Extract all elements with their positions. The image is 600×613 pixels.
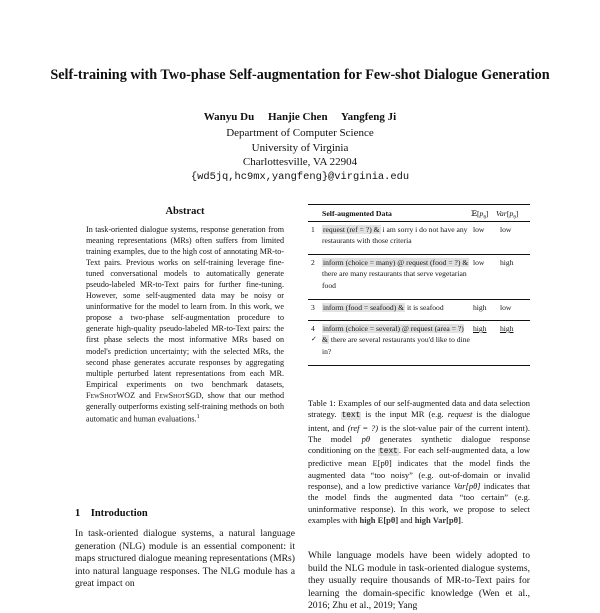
table-row bbox=[308, 222, 530, 254]
row-mean: low bbox=[473, 225, 485, 234]
row-mean: high bbox=[473, 303, 487, 312]
caption-text: Examples of our self-augmented data and data selection strategy. bbox=[308, 398, 530, 420]
section-title: Introduction bbox=[90, 508, 148, 519]
caption-text: generates synthetic dialogue response conditioning on the bbox=[308, 433, 530, 456]
row-mean: high bbox=[473, 324, 487, 333]
caption-text: is the input MR (e.g. bbox=[361, 409, 448, 420]
caption-italic: (ref = ?) bbox=[347, 422, 379, 433]
section-number: 1 bbox=[75, 508, 81, 519]
caption-text: indicates that the model finds the augmented data “too noisy” (e.g. out-of-domain or invalid response), and a low predictive variance bbox=[308, 458, 530, 492]
dataset-name: FewShotSGD bbox=[154, 390, 202, 400]
author-name: Yangfeng Ji bbox=[340, 111, 397, 123]
caption-code: text bbox=[341, 412, 361, 421]
author-list bbox=[100, 110, 500, 124]
caption-math: pθ bbox=[361, 433, 370, 444]
caption-emphasis: high E[pθ] bbox=[359, 514, 399, 525]
location: Charlottesville, VA 22904 bbox=[242, 156, 358, 168]
row-number: 1 bbox=[311, 225, 315, 234]
row-var: low bbox=[500, 225, 512, 234]
row-var: high bbox=[500, 258, 514, 267]
table-row bbox=[308, 255, 530, 299]
table-header bbox=[308, 205, 530, 221]
department: Department of Computer Science bbox=[226, 127, 374, 139]
row-mr: inform (choice = many) @ request (food = ?) & bbox=[323, 258, 469, 267]
row-number: 3 bbox=[311, 303, 315, 312]
check-icon: ✓ bbox=[311, 335, 317, 343]
row-mr: inform (choice = several) @ request (area = ?) & bbox=[322, 324, 464, 345]
footnote-mark: 1 bbox=[196, 413, 200, 420]
row-mr: request (ref = ?) & bbox=[323, 225, 380, 234]
row-number: 4 bbox=[311, 324, 315, 333]
abstract-body bbox=[86, 224, 284, 425]
email: {wd5jq,hc9mx,yangfeng}@virginia.edu bbox=[190, 170, 410, 183]
caption-text: . bbox=[460, 514, 464, 525]
affiliation bbox=[100, 126, 500, 184]
row-text: i am sorry i do not have any restaurants with those criteria bbox=[322, 225, 468, 246]
table-header-var: $Var[p_\theta]$ bbox=[496, 209, 519, 221]
row-content bbox=[322, 257, 472, 291]
caption-italic: request bbox=[447, 409, 473, 420]
row-text: there are many restaurants that serve vegetarian food bbox=[322, 269, 467, 290]
body-paragraph: While language models have been widely adopted to build the NLG module in task-oriented dialogue systems, they usually require thousands of MR-to-Text pairs for learning the domain-specific knowledge (Wen et al., 2016; Zhu et al., 2019; Yang bbox=[308, 550, 530, 612]
row-text: there are several restaurants you'd like to dine in? bbox=[322, 335, 470, 356]
table-row-selected bbox=[308, 321, 530, 365]
row-var: high bbox=[500, 324, 514, 333]
caption-text: . For each self-augmented data, a low predictive mean bbox=[308, 445, 530, 469]
abstract-text: , show that our method generally outperforms existing self-training methods on both automatic and human evaluations. bbox=[86, 390, 284, 424]
caption-code: text bbox=[379, 448, 398, 457]
table-caption bbox=[308, 398, 530, 526]
abstract-heading: Abstract bbox=[165, 206, 205, 217]
caption-math: Var[pθ] bbox=[453, 481, 481, 492]
caption-emphasis: high Var[pθ] bbox=[414, 514, 461, 525]
abstract-text: and bbox=[135, 390, 155, 400]
author-name: Wanyu Du bbox=[203, 111, 255, 123]
caption-text: and bbox=[398, 514, 415, 525]
caption-label: Table 1: bbox=[308, 398, 336, 408]
abstract-text: In task-oriented dialogue systems, response generation from meaning representations (MRs) often suffers from limited training examples, due to the high cost of annotating MR-to-Text pairs. Previous works on self-training leverage fine-tuned conversational models to automatically generate pseudo-labeled MR-to-Text pairs for further fine-tuning. However, some self-augmented data may be noisy or uninformative for the model to learn from. In this work, we propose a two-phase self-augmentation procedure to generate high-quality pseudo-labeled MR-to-Text pairs: the first phase selects the most informative MRs based on model's prediction uncertainty; with the selected MRs, the second phase generates accurate responses by aggregating multiple perturbed latent representations from each MR. Empirical experiments on two benchmark datasets, bbox=[86, 225, 284, 389]
university: University of Virginia bbox=[251, 141, 349, 154]
caption-math: E[pθ] bbox=[372, 458, 392, 469]
section-heading bbox=[75, 508, 148, 519]
paper-title: Self-training with Two-phase Self-augmentation for Few-shot Dialogue Generation bbox=[50, 67, 550, 83]
table-bottom-rule bbox=[308, 365, 530, 366]
table-header-data: Self-augmented Data bbox=[322, 209, 392, 218]
row-mr: inform (food = seafood) & bbox=[323, 303, 405, 312]
row-number: 2 bbox=[311, 258, 315, 267]
row-var: low bbox=[500, 303, 512, 312]
row-content bbox=[322, 224, 472, 247]
row-content bbox=[322, 323, 472, 357]
row-content bbox=[322, 302, 472, 313]
author-name: Hanjie Chen bbox=[267, 111, 328, 123]
intro-paragraph: In task-oriented dialogue systems, a natural language generation (NLG) module is an essential component: it maps structured dialogue meaning representations (MRs) into natural language responses. The NLG module has a great impact on bbox=[75, 528, 295, 590]
examples-table bbox=[308, 204, 530, 366]
row-mean: low bbox=[473, 258, 485, 267]
caption-text: is the slot-value pair of the current intent). The model bbox=[308, 422, 530, 444]
caption-text: indicates that the model finds the augmented data “too certain” (e.g. uninformative response). In this work, we propose to select examples with bbox=[308, 481, 530, 525]
dataset-name: FewShotWOZ bbox=[86, 390, 136, 400]
table-header-mean: $𝔼[p_\theta]$ bbox=[471, 209, 489, 221]
caption-text: is the dialogue intent, and bbox=[308, 409, 531, 433]
table-row bbox=[308, 300, 530, 320]
row-text: it is seafood bbox=[406, 303, 444, 312]
